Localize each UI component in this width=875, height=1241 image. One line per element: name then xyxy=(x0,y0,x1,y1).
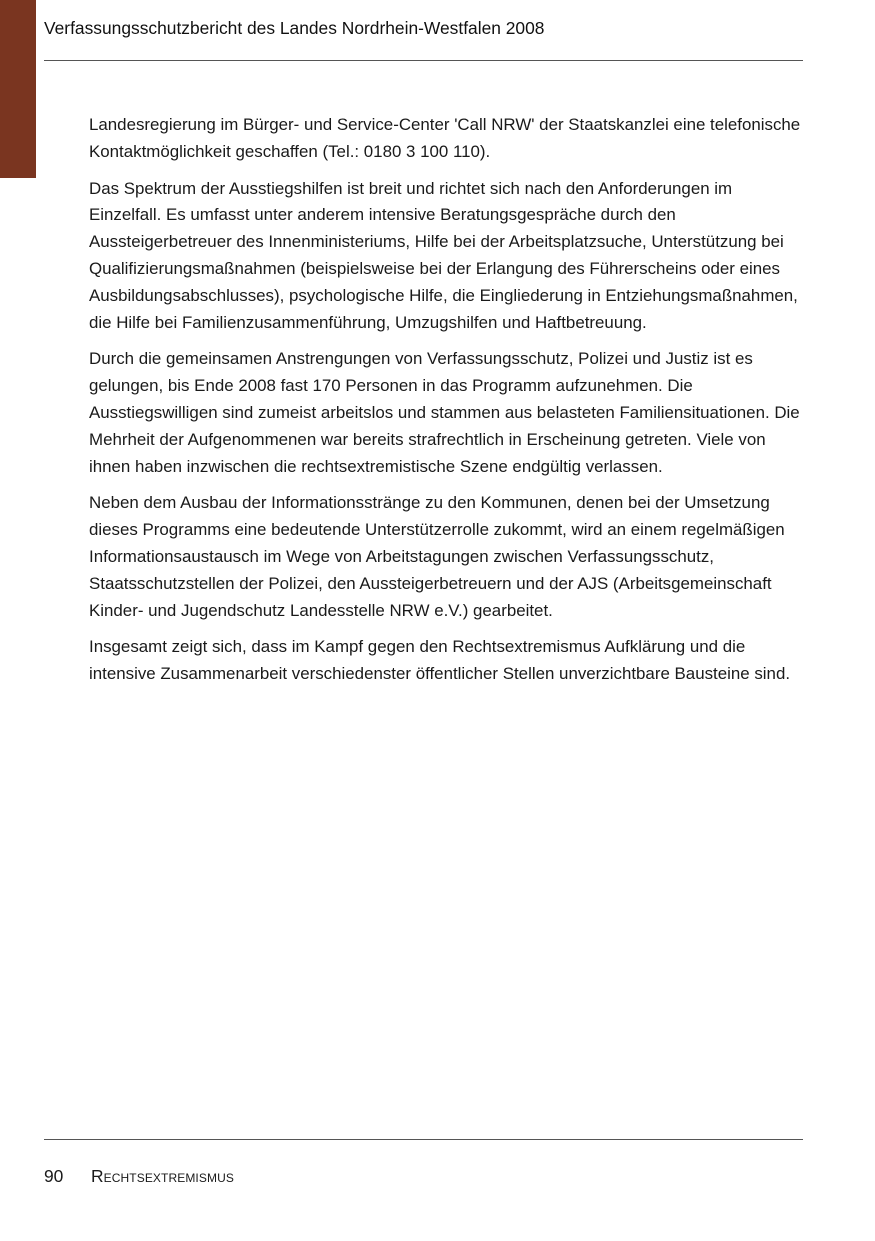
paragraph: Durch die gemeinsamen Anstrengungen von Verfassungsschutz, Polizei und Justiz ist es gelungen, bis Ende 2008 fast 170 Personen in das Programm aufzunehmen. Die Ausstiegswilligen sind zumeist arbeitslos und stammen aus belasteten Familiensituationen. Die Mehrheit der Aufgenommenen war bereits strafrechtlich in Erscheinung getreten. Viele von ihnen haben inzwischen die rechtsextremistische Szene endgültig verlassen. xyxy=(89,349,800,476)
chapter-color-tab xyxy=(0,0,36,178)
footer-section-label: Rechtsextremismus xyxy=(91,1166,234,1186)
footer-divider xyxy=(44,1139,803,1140)
page-number: 90 xyxy=(44,1166,64,1186)
paragraph: Insgesamt zeigt sich, dass im Kampf gegen den Rechtsextremismus Aufklärung und die intensive Zusammenarbeit verschiedenster öffentlicher Stellen unverzichtbare Bausteine sind. xyxy=(89,637,791,684)
running-header-title: Verfassungsschutzbericht des Landes Nordrhein-Westfalen 2008 xyxy=(44,18,545,38)
paragraph: Landesregierung im Bürger- und Service-Center 'Call NRW' der Staatskanzlei eine telefonische Kontaktmöglichkeit geschaffen (Tel.: 0180 3 100 110). xyxy=(89,115,801,161)
paragraph: Das Spektrum der Ausstiegshilfen ist breit und richtet sich nach den Anforderungen im Einzelfall. Es umfasst unter anderem intensive Beratungsgespräche durch den Aussteigerbetreuer des Innenministeriums, Hilfe bei der Arbeitsplatzsuche, Unterstützung bei Qualifizierungsmaßnahmen (beispielsweise bei der Erlangung des Führerscheins oder eines Ausbildungsabschlusses), psychologische Hilfe, die Eingliederung in Entziehungsmaßnahmen, die Hilfe bei Familienzusammenführung, Umzugshilfen und Haftbetreuung. xyxy=(89,178,798,332)
body-text xyxy=(89,112,805,698)
header-divider xyxy=(44,60,803,61)
paragraph: Neben dem Ausbau der Informationsstränge zu den Kommunen, denen bei der Umsetzung dieses Programms eine bedeutende Unterstützerrolle zukommt, wird an einem regelmäßigen Informationsaustausch im Wege von Arbeitstagungen zwischen Verfassungsschutz, Staatsschutzstellen der Polizei, den Aussteigerbetreuern und der AJS (Arbeitsgemeinschaft Kinder- und Jugendschutz Landesstelle NRW e.V.) gearbeitet. xyxy=(89,493,785,620)
